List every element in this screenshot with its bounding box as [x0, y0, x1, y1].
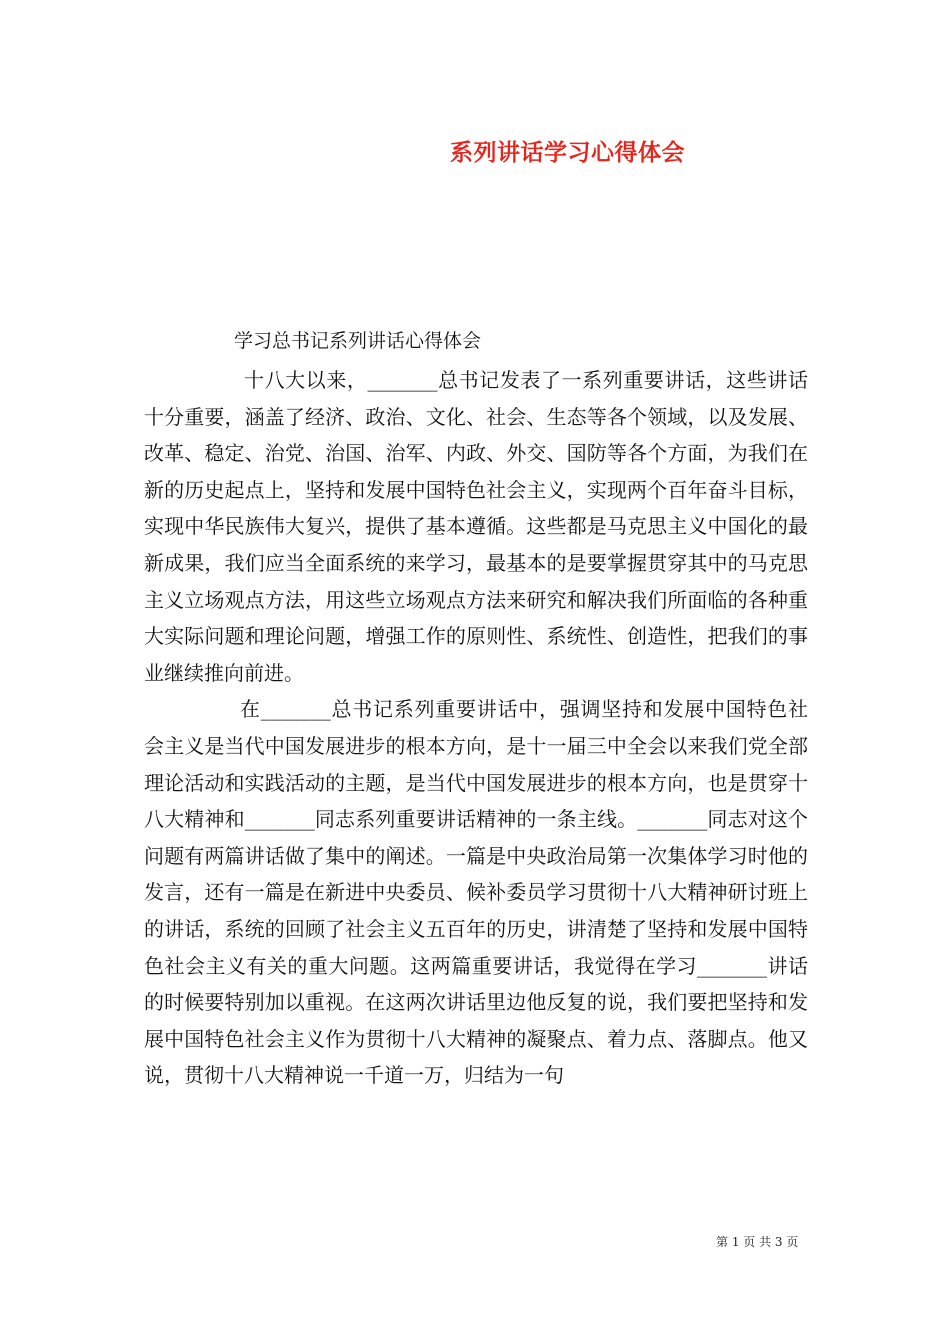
paragraph-2-text-4: 同志对这个问题有两篇讲话做了集中的阐述。一篇是中央政治局第一次集体学习时他的发言，还有一篇是在新进中央委员、候补委员学习贯彻十八大精神研讨班上的讲话，系统的回顾了社会主义五百年的历史，讲清楚了坚持和发展中国特色社会主义有关的重大问题。这两篇重要讲话，我觉得在学习 — [144, 807, 809, 978]
paragraph-1-blank-1: _______ — [367, 368, 438, 392]
paragraph-1-text-1: 十八大以来， — [244, 368, 368, 392]
paragraph-2 — [144, 691, 808, 1094]
paragraph-1 — [144, 362, 808, 691]
paragraph-2-blank-2: _______ — [244, 807, 315, 832]
paragraph-2-blank-3: _______ — [637, 807, 708, 832]
paragraph-2-text-3: 同志系列重要讲话精神的一条主线。 — [314, 807, 638, 832]
paragraph-2-blank-1: _______ — [260, 697, 331, 722]
paragraph-1-text-2: 总书记发表了一系列重要讲话，这些讲话十分重要，涵盖了经济、政治、文化、社会、生态等各个领域，以及发展、改革、稳定、治党、治国、治军、内政、外交、国防等各个方面，为我们在新的历史起点上，坚持和发展中国特色社会主义，实现两个百年奋斗目标，实现中华民族伟大复兴，提供了基本遵循。这些都是马克思主义中国化的最新成果，我们应当全面系统的来学习，最基本的是要掌握贯穿其中的马克思主义立场观点方法，用这些立场观点方法来研究和解决我们所面临的各种重大实际问题和理论问题，增强工作的原则性、系统性、创造性，把我们的事业继续推向前进。 — [144, 368, 808, 685]
document-title: 系列讲话学习心得体会 — [450, 139, 685, 166]
paragraph-2-text-5: 讲话的时候要特别加以重视。在这两次讲话里边他反复的说，我们要把坚持和发展中国特色社会主义作为贯彻十八大精神的凝聚点、着力点、落脚点。他又说，贯彻十八大精神说一千道一万，归结为一句 — [144, 953, 809, 1088]
document-body — [144, 362, 808, 1094]
document-subtitle: 学习总书记系列讲话心得体会 — [234, 330, 482, 352]
paragraph-2-text-2: 总书记系列重要讲话中，强调坚持和发展中国特色社会主义是当代中国发展进步的根本方向，是十一届三中全会以来我们党全部理论活动和实践活动的主题，是当代中国发展进步的根本方向，也是贯穿十八大精神和 — [144, 697, 808, 832]
page-number-footer: 第 1 页 共 3 页 — [716, 1235, 799, 1249]
paragraph-2-text-1: 在 — [240, 697, 261, 722]
paragraph-2-blank-4: _______ — [697, 953, 768, 978]
